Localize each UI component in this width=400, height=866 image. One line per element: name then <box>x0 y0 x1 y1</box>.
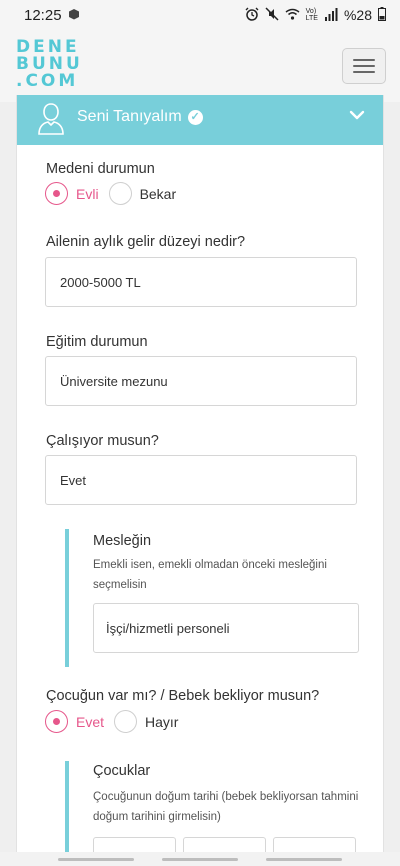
person-icon <box>37 101 65 135</box>
mute-icon <box>265 7 279 23</box>
status-left <box>24 7 80 24</box>
wifi-icon <box>285 8 300 22</box>
marital-status-radio-group <box>45 182 186 205</box>
radio-evli[interactable] <box>45 182 68 205</box>
battery-icon <box>378 7 386 23</box>
site-header <box>0 30 400 102</box>
volte-top-text: Vo) <box>305 8 317 15</box>
education-select[interactable] <box>45 356 357 406</box>
nav-back-pill[interactable] <box>266 858 342 861</box>
income-select[interactable] <box>45 257 357 307</box>
system-navigation-bar <box>0 852 400 866</box>
section-title <box>77 108 203 126</box>
section-header[interactable] <box>17 95 384 145</box>
marital-status-label: Medeni durumun <box>46 161 155 177</box>
occupation-label: Mesleğin <box>93 533 152 549</box>
children-question-label: Çocuğun var mı? / Bebek bekliyor musun? <box>46 688 320 704</box>
radio-bekar-label[interactable]: Bekar <box>139 185 177 202</box>
site-logo[interactable] <box>16 39 83 90</box>
signal-icon <box>324 8 338 23</box>
radio-hayir-label[interactable]: Hayır <box>145 713 179 730</box>
children-label: Çocuklar <box>93 763 151 779</box>
volte-icon <box>306 8 318 22</box>
education-label: Eğitim durumun <box>46 334 148 350</box>
employment-value: Evet <box>60 472 87 488</box>
logo-line-1: DENE <box>16 37 80 57</box>
gallery-notification-icon <box>68 8 80 22</box>
employment-select[interactable] <box>45 455 357 505</box>
children-radio-group <box>45 710 188 733</box>
hamburger-icon-bar <box>353 71 375 73</box>
occupation-subsection <box>65 529 365 667</box>
profile-card <box>16 95 384 866</box>
hamburger-icon-bar <box>353 65 375 67</box>
income-label: Ailenin aylık gelir düzeyi nedir? <box>46 234 246 250</box>
logo-line-3: .COM <box>16 71 79 91</box>
status-bar <box>0 0 400 30</box>
checkmark-icon: ✓ <box>188 110 203 125</box>
radio-hayir[interactable] <box>114 710 137 733</box>
chevron-down-icon[interactable] <box>349 107 365 123</box>
hamburger-menu-button[interactable] <box>342 48 386 84</box>
alarm-icon <box>245 7 259 23</box>
occupation-value: İşçi/hizmetli personeli <box>106 620 230 636</box>
section-title-text: Seni Tanıyalım <box>77 108 182 125</box>
education-value: Üniversite mezunu <box>60 373 168 389</box>
volte-bottom-text: LTE <box>305 15 318 22</box>
radio-evli-label[interactable]: Evli <box>76 185 99 202</box>
employment-label: Çalışıyor musun? <box>46 433 159 449</box>
radio-bekar[interactable] <box>109 182 132 205</box>
logo-line-2: BUNU <box>16 54 83 74</box>
children-help-text: Çocuğunun doğum tarihi (bebek bekliyorsan tahmini doğum tarihini girmelisin) <box>93 791 359 823</box>
nav-recents-pill[interactable] <box>58 858 134 861</box>
nav-home-pill[interactable] <box>162 858 238 861</box>
occupation-help-text: Emekli isen, emekli olmadan önceki mesleğini seçmelisin <box>93 559 327 591</box>
occupation-select[interactable] <box>93 603 359 653</box>
income-value: 2000-5000 TL <box>60 274 141 290</box>
radio-evet-label[interactable]: Evet <box>76 713 105 730</box>
radio-evet[interactable] <box>45 710 68 733</box>
status-right <box>245 7 386 23</box>
hamburger-icon-bar <box>353 59 375 61</box>
status-time: 12:25 <box>24 6 62 24</box>
children-subsection <box>65 761 365 866</box>
battery-percent: %28 <box>343 7 372 23</box>
